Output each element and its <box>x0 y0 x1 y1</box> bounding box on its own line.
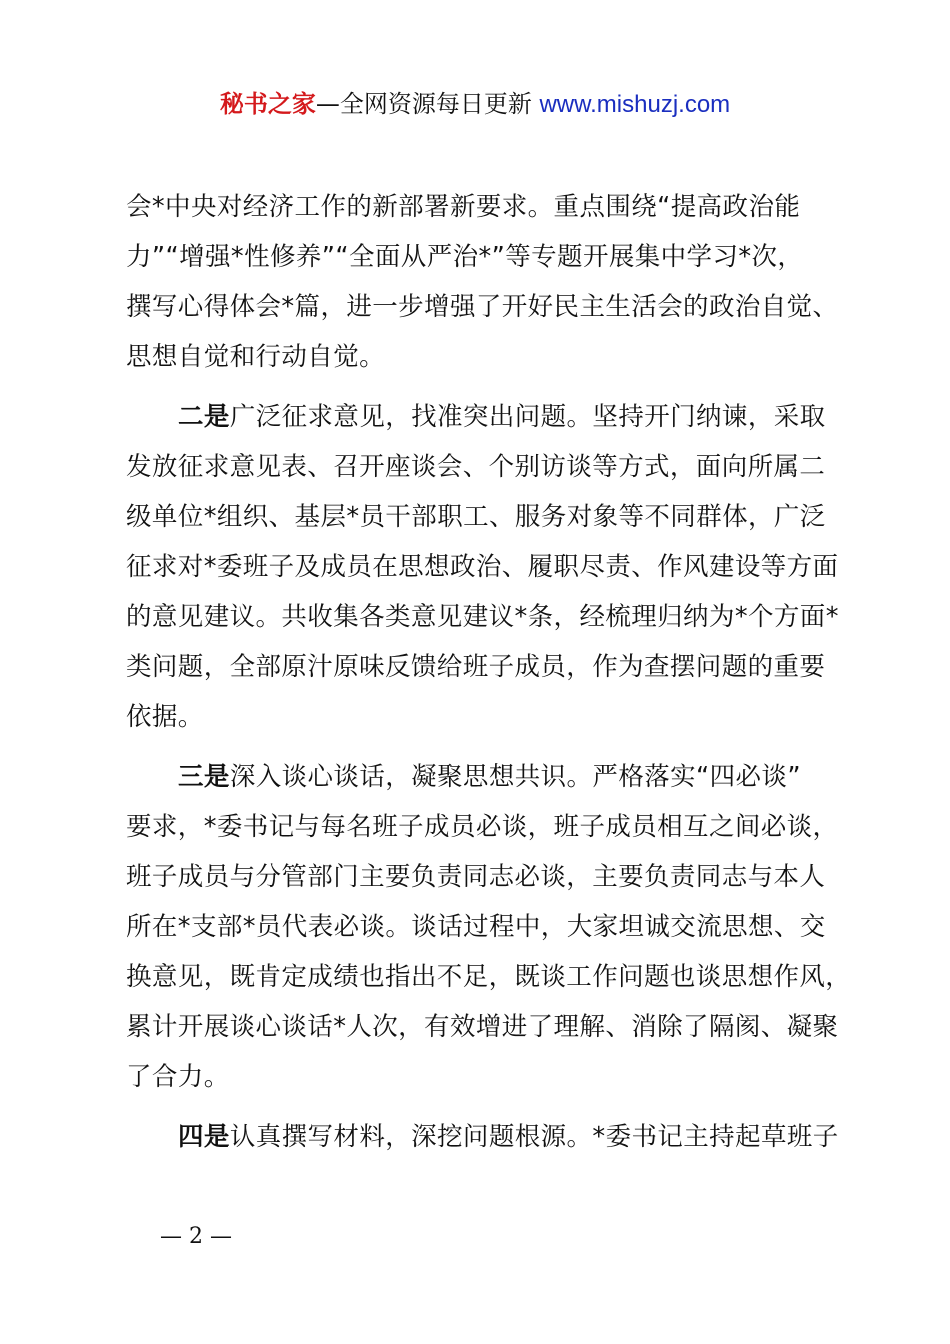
paragraph-2 <box>126 392 861 742</box>
text-line-content: 深入谈心谈话，凝聚思想共识。严格落实“四必谈” <box>229 762 801 792</box>
paragraph-lead: 四是 <box>178 1122 230 1152</box>
text-line: 累计开展谈心谈话*人次，有效增进了理解、消除了隔阂、凝聚 <box>126 1012 839 1042</box>
text-line: 征求对*委班子及成员在思想政治、履职尽责、作风建设等方面 <box>126 552 839 582</box>
text-line-content: 广泛征求意见，找准突出问题。坚持开门纳谏，采取 <box>229 402 826 432</box>
text-line <box>126 1112 861 1162</box>
text-line: 了合力。 <box>126 1062 230 1092</box>
text-line: 级单位*组织、基层*员干部职工、服务对象等不同群体，广泛 <box>126 502 826 532</box>
text-line: 班子成员与分管部门主要负责同志必谈，主要负责同志与本人 <box>126 862 826 892</box>
text-line: 撰写心得体会*篇，进一步增强了开好民主生活会的政治自觉、 <box>126 292 839 322</box>
text-line <box>126 752 861 802</box>
text-line: 思想自觉和行动自觉。 <box>126 342 386 372</box>
text-line: 会*中央对经济工作的新部署新要求。重点围绕“提高政治能 <box>126 192 801 222</box>
text-line: 要求，*委书记与每名班子成员必谈，班子成员相互之间必谈， <box>126 812 839 842</box>
text-line: 发放征求意见表、召开座谈会、个别访谈等方式，面向所属二 <box>126 452 826 482</box>
paragraph-lead: 二是 <box>178 402 230 432</box>
paragraph-1 <box>126 182 861 382</box>
paragraph-4 <box>126 1112 861 1162</box>
text-line: 所在*支部*员代表必谈。谈话过程中，大家坦诚交流思想、交 <box>126 912 826 942</box>
text-line: 类问题，全部原汁原味反馈给班子成员，作为查摆问题的重要 <box>126 652 826 682</box>
text-line: 换意见，既肯定成绩也指出不足，既谈工作问题也谈思想作风， <box>126 962 852 992</box>
text-line <box>126 392 861 442</box>
text-line: 力”“增强*性修养”“全面从严治*”等专题开展集中学习*次， <box>126 242 804 272</box>
text-line-content: 认真撰写材料，深挖问题根源。*委书记主持起草班子 <box>229 1122 839 1152</box>
paragraph-lead: 三是 <box>178 762 230 792</box>
text-line: 依据。 <box>126 702 204 732</box>
header-tagline: —全网资源每日更新 <box>315 90 532 118</box>
paragraph-3 <box>126 752 861 1102</box>
text-line: 的意见建议。共收集各类意见建议*条，经梳理归纳为*个方面* <box>126 602 839 632</box>
site-header <box>0 86 950 123</box>
site-url-link[interactable]: www.mishuzj.com <box>539 91 731 118</box>
page-number: — 2 — <box>160 1224 232 1249</box>
brand-name: 秘书之家 <box>219 90 316 118</box>
